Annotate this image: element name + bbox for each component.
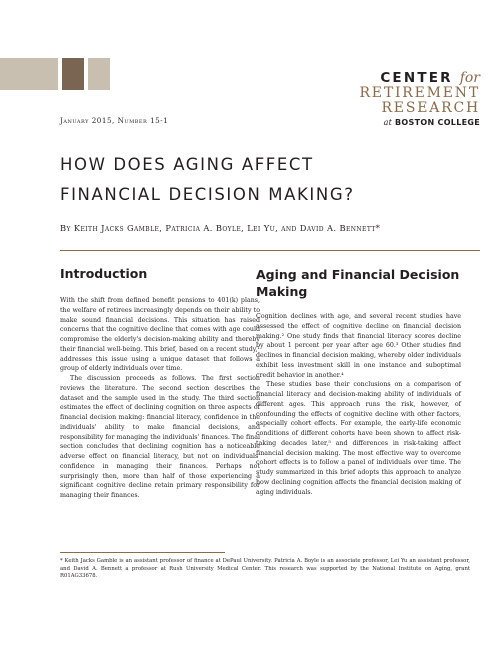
paragraph: With the shift from defined benefit pensions to 401(k) plans, the welfare of retirees increasingly depends on their ability to make sound financial decisions. This situation has raised concerns that the cognitive decline that comes with age could compromise the elderly's decision-making ability and thereby their financial well-being. This brief, based on a recent study,¹ addresses this issue using a unique dataset that follows a group of elderly individuals over time. (60, 297, 260, 373)
decor-block (88, 58, 110, 90)
paragraph: The discussion proceeds as follows. The first section reviews the literature. The second section describes the dataset and the sample used in the study. The third section estimates the effect of declining cognition on three aspects of financial decision making: financial literacy, confidence in the individuals' ability to make financial decisions, and responsibility for managing the individuals' finances. The final section concludes that declining cognition has a noticeable adverse effect on financial literacy, but not on individuals' confidence in managing their finances. Perhaps not surprisingly then, more than half of those experiencing a significant cognitive decline retain primary responsibility for managing their finances. (60, 375, 260, 499)
section-heading-aging: Aging and Financial Decision Making (256, 267, 460, 299)
document-title: HOW DOES AGING AFFECT FINANCIAL DECISION MAKING? (60, 155, 355, 204)
section-heading-introduction: Introduction (60, 266, 148, 281)
divider (60, 250, 480, 251)
introduction-body (60, 296, 260, 501)
paragraph: Cognition declines with age, and several recent studies have assessed the effect of cognitive decline on financial decision making.² One study finds that financial literacy scores decline by about 1 percent per year after age 60.³ Other studies find declines in financial decision making, whereby older individuals exhibit less investment skill in one instance and suboptimal credit behavior in another.⁴ (256, 313, 461, 379)
paragraph: These studies base their conclusions on a comparison of financial literacy and decision-making ability of individuals of different ages. This approach runs the risk, however, of confounding the effects of cognitive decline with other factors, especially cohort effects. For example, the early-life economic conditions of different cohorts have been shown to affect risk-taking decades later,⁵ and differences in risk-taking affect financial decision making. The most effective way to overcome cohort effects is to follow a panel of individuals over time. The study summarized in this brief adopts this approach to analyze how declining cognition affects the financial decision making of aging individuals. (256, 381, 461, 496)
decor-block (62, 58, 84, 90)
crr-logo: CENTER for RETIREMENT RESEARCH at BOSTON COLLEGE (359, 70, 480, 127)
footnote-divider (60, 552, 225, 553)
author-footnote: * Keith Jacks Gamble is an assistant professor of finance at DePaul University. Patricia A. Boyle is an associate professor, Lei Yu an assistant professor, and David A. Bennett a professor at Rush University Medical Center. This research was supported by the National Institute on Aging, grant R01AG33678. (60, 558, 470, 579)
author-list: By Keith Jacks Gamble, Patricia A. Boyle, Lei Yu, and David A. Bennett* (60, 223, 381, 233)
aging-body (256, 312, 461, 497)
issue-number: January 2015, Number 15-1 (60, 116, 169, 125)
decor-block (0, 58, 58, 90)
header-decoration (0, 58, 110, 90)
